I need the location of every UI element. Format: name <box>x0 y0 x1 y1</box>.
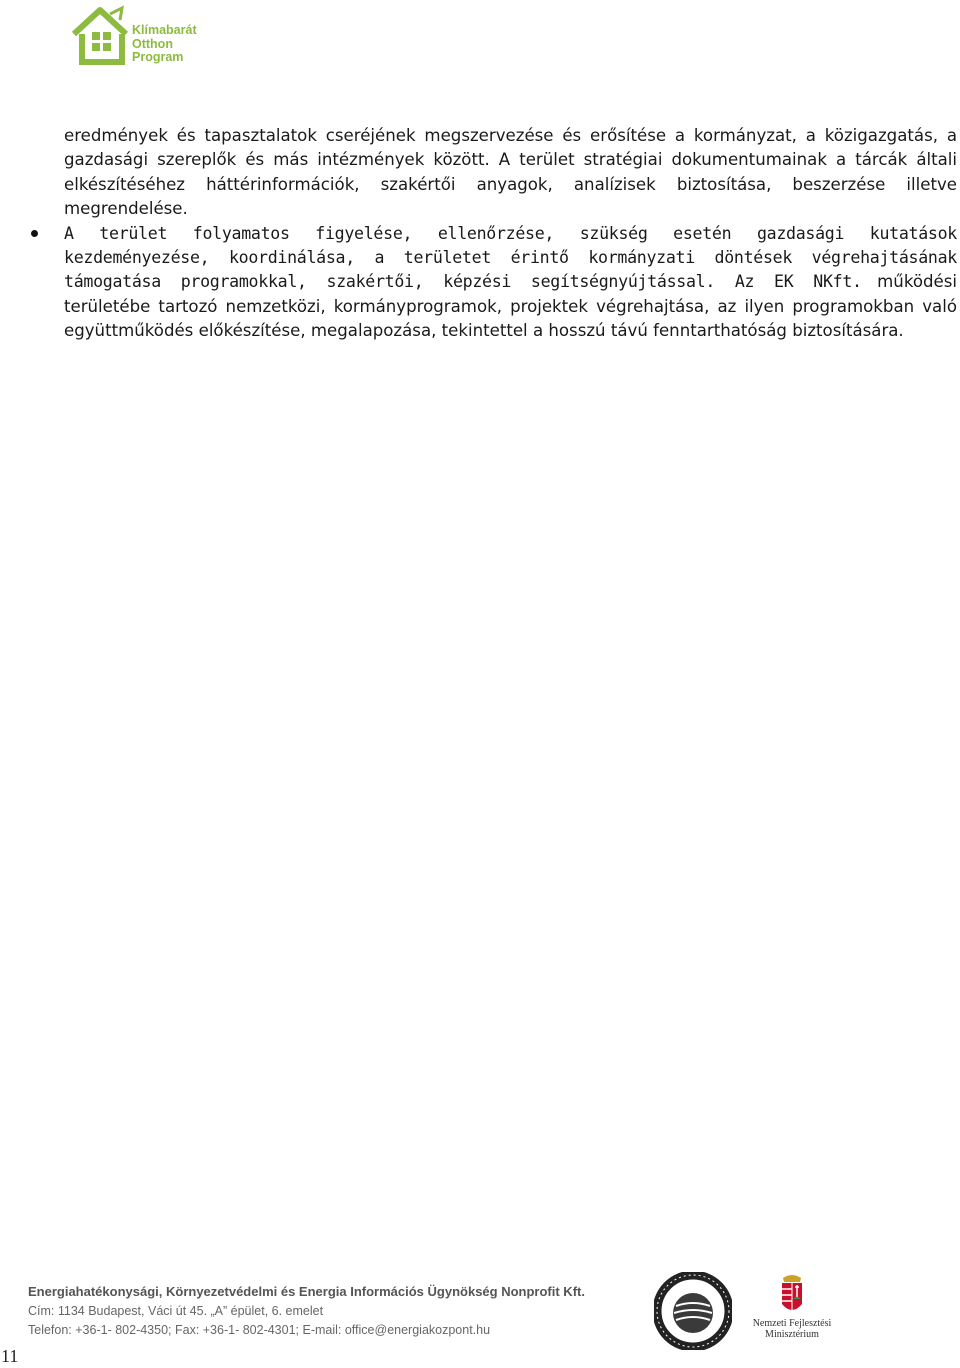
footer-organization: Energiahatékonysági, Környezetvédelmi és Energia Információs Ügynökség Nonprofit Kft. <box>28 1284 585 1299</box>
paragraph-continuation: eredmények és tapasztalatok cseréjének megszervezése és erősítése a kormányzat, a közigazgatás, a gazdasági szereplők és más intézmények között. A terület stratégiai dokumentumainak a tárcák általi elkészítéséhez háttérinformációk, szakértői anyagok, analízisek biztosítása, beszerzése illetve megrendelése. <box>64 126 957 219</box>
bullet-paragraph <box>64 222 957 344</box>
page-number: 11 <box>1 1346 19 1366</box>
document-body <box>64 124 957 344</box>
ministry-logo <box>742 1272 842 1346</box>
bullet-text-part-2: Az EK NKft. <box>715 272 862 292</box>
logo-line-1: Klímabarát <box>132 23 197 37</box>
bullet-item <box>64 222 957 344</box>
hungarian-coat-of-arms-icon <box>742 1272 842 1318</box>
logo-line-2: Otthon <box>132 36 173 51</box>
bullet-text-part-3: működési területébe tartozó nemzetközi, kormányprogramok, projektek végrehajtása, az ilyen programokban való együttműködés előkészítése, megalapozása, tekintettel a hosszú távú fenntarthatóság biztosítására. <box>64 272 957 341</box>
klimabarat-otthon-logo <box>70 4 210 68</box>
bullet-text-part-1: A terület folyamatos figyelése, ellenőrzése, szükség esetén gazdasági kutatások kezdeményezése, koordinálása, a területet érintő kormányzati döntések végrehajtásának támogatása programokkal, szakértői, képzési segítségnyújtással. <box>64 223 957 292</box>
footer-contact: Telefon: +36-1- 802-4350; Fax: +36-1- 802-4301; E-mail: office@energiakozpont.hu <box>28 1323 491 1337</box>
bullet-icon <box>31 230 38 237</box>
ministry-name-line-1: Nemzeti Fejlesztési <box>752 1318 832 1329</box>
footer-address: Cím: 1134 Budapest, Váci út 45. „A” épület, 6. emelet <box>28 1304 324 1318</box>
logo-line-3: Program <box>132 50 184 64</box>
energia-kozpont-logo <box>654 1272 732 1350</box>
page-footer <box>28 1284 585 1337</box>
energia-kozpont-emblem-icon <box>654 1272 732 1350</box>
house-logo-icon <box>70 4 132 66</box>
ministry-name-line-2: Minisztérium <box>765 1329 819 1340</box>
